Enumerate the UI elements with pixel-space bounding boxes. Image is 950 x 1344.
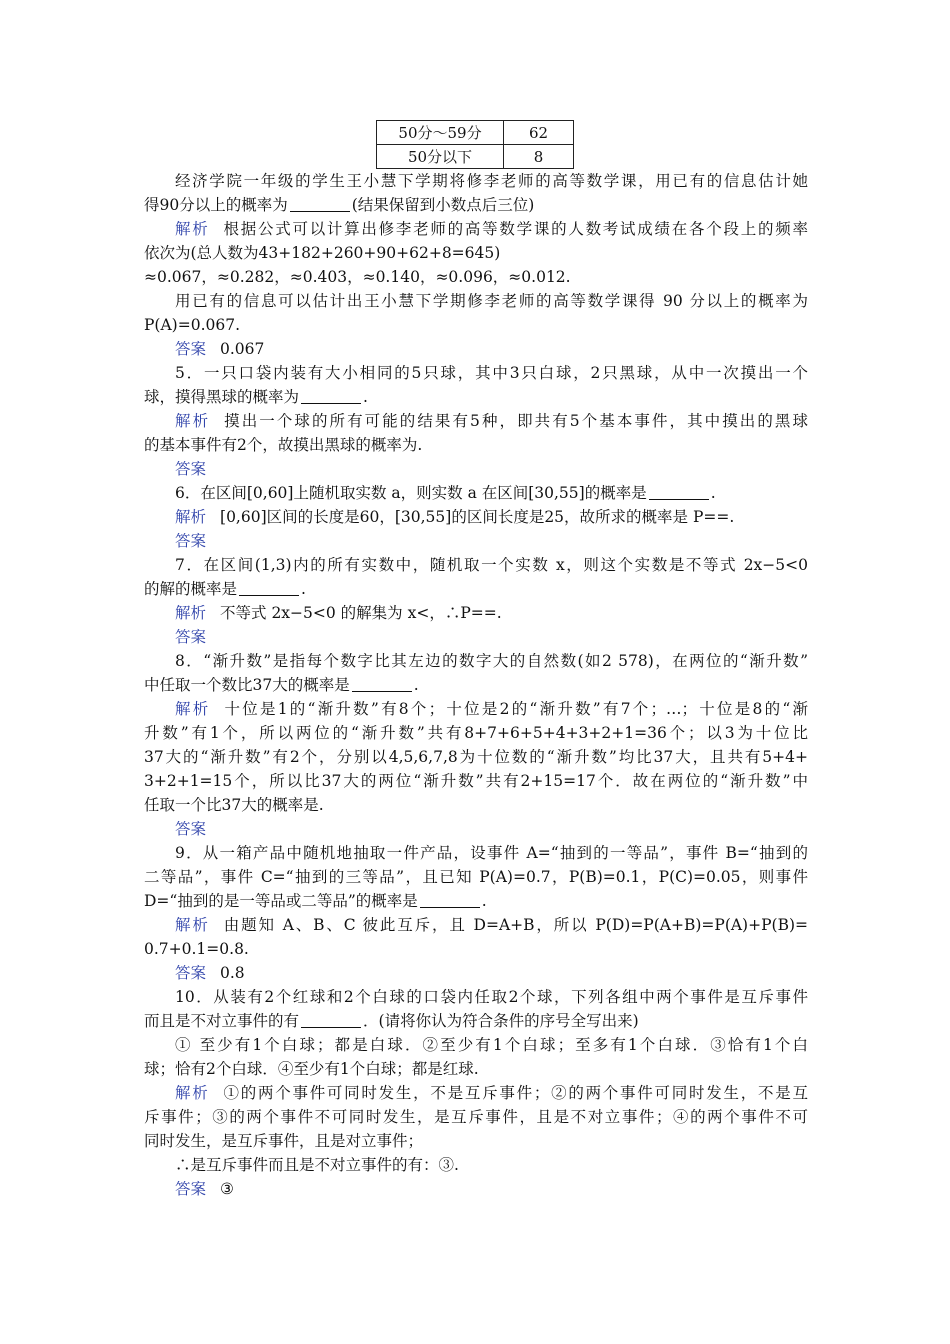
question-text-part: 中任取一个数比37大的概率是 xyxy=(144,676,350,694)
question-text-part: (结果保留到小数点后三位) xyxy=(351,196,535,214)
answer-line xyxy=(144,817,808,841)
table-cell-range: 50分以下 xyxy=(377,145,504,169)
question-text xyxy=(144,481,808,505)
question-text: 二等品”，事件 C=“抽到的三等品”，且已知 P(A)=0.7，P(B)=0.1，P(C)=0.05，则事件 xyxy=(144,868,808,886)
answer-line xyxy=(144,457,808,481)
question-text: 7．在区间(1,3)内的所有实数中，随机取一个实数 x，则这个实数是不等式 2x−5<0 xyxy=(175,556,808,574)
answer-blank xyxy=(290,196,350,212)
solution-text: P(A)=0.067. xyxy=(144,316,241,334)
solution-text: 37大的“渐升数”有2个，分别以4,5,6,7,8为十位数的“渐升数”均比37大，且共有5+4+ xyxy=(144,748,808,766)
score-table xyxy=(376,120,574,169)
solution-label: 解析 xyxy=(175,220,210,238)
answer-line xyxy=(144,1177,808,1201)
answer-label: 答案 xyxy=(175,964,207,982)
question-text-part: . xyxy=(481,892,487,910)
question-6 xyxy=(144,481,808,553)
solution-text: 升数”有1个，所以两位的“渐升数”共有8+7+6+5+4+3+2+1=36个；以3为十位比 xyxy=(144,724,808,742)
question-text: 5．一只口袋内装有大小相同的5只球，其中3只白球，2只黑球，从中一次摸出一个 xyxy=(175,364,808,382)
table-row xyxy=(377,145,574,169)
solution-text: 同时发生，是互斥事件，且是对立事件； xyxy=(144,1132,424,1150)
question-text-part: 而且是不对立事件的有 xyxy=(144,1012,300,1030)
table-row xyxy=(377,121,574,145)
solution-text xyxy=(144,217,808,241)
question-9 xyxy=(144,841,808,985)
solution-label: 解析 xyxy=(175,412,211,430)
solution-text: 任取一个比37大的概率是. xyxy=(144,796,324,814)
answer-value: ③ xyxy=(220,1180,234,1198)
solution-text: 斥事件；③的两个事件不可同时发生，是互斥事件，且是不对立事件；④的两个事件不可 xyxy=(144,1108,808,1126)
solution-text-part: 十位是1的“渐升数”有8个；十位是2的“渐升数”有7个；…；十位是8的“渐 xyxy=(224,700,808,718)
solution-label: 解析 xyxy=(175,508,207,526)
question-text xyxy=(144,1009,808,1033)
answer-line xyxy=(144,961,808,985)
table-cell-count: 8 xyxy=(504,145,574,169)
question-text-part: . xyxy=(363,388,368,406)
solution-text: ≈0.067，≈0.282，≈0.403，≈0.140，≈0.096，≈0.012. xyxy=(144,268,571,286)
solution-text-part: [0,60]区间的长度是60，[30,55]的区间长度是25，故所求的概率是 P==. xyxy=(220,508,735,526)
option-text: 球；恰有2个白球．④至少有1个白球；都是红球. xyxy=(144,1060,479,1078)
question-text: 8．“渐升数”是指每个数字比其左边的数字大的自然数(如2 578)，在两位的“渐升数” xyxy=(175,652,808,670)
solution-label: 解析 xyxy=(175,700,211,718)
document-page xyxy=(144,120,808,1201)
solution-text: 0.7+0.1=0.8. xyxy=(144,940,249,958)
solution-label: 解析 xyxy=(175,916,210,934)
question-text-part: . xyxy=(301,580,306,598)
question-text xyxy=(144,193,808,217)
solution-label: 解析 xyxy=(175,604,207,622)
question-text-part: 球，摸得黑球的概率为 xyxy=(144,388,300,406)
answer-label: 答案 xyxy=(175,628,207,646)
answer-line xyxy=(144,529,808,553)
question-7 xyxy=(144,553,808,649)
question-text: 经济学院一年级的学生王小慧下学期将修李老师的高等数学课，用已有的信息估计她 xyxy=(175,172,808,190)
solution-text xyxy=(144,505,808,529)
question-text-part: ．(请将你认为符合条件的序号全写出来) xyxy=(363,1012,639,1030)
question-text xyxy=(144,889,808,913)
answer-blank xyxy=(420,892,480,908)
option-text: ① 至少有1个白球；都是白球．②至少有1个白球；至多有1个白球．③恰有1个白 xyxy=(175,1036,808,1054)
question-text-part: 6．在区间[0,60]上随机取实数 a，则实数 a 在区间[30,55]的概率是 xyxy=(175,484,647,502)
answer-label: 答案 xyxy=(175,1180,207,1198)
question-text xyxy=(144,673,808,697)
solution-text: 用已有的信息可以估计出王小慧下学期修李老师的高等数学课得 90 分以上的概率为 xyxy=(175,292,808,310)
answer-line xyxy=(144,625,808,649)
answer-value: 0.8 xyxy=(220,964,245,982)
answer-blank xyxy=(301,388,361,404)
solution-text-part: 根据公式可以计算出修李老师的高等数学课的人数考试成绩在各个段上的频率 xyxy=(223,220,808,238)
solution-text xyxy=(144,913,808,937)
question-text-part: 的解的概率是 xyxy=(144,580,238,598)
solution-text-part: ①的两个事件可同时发生，不是互斥事件；②的两个事件可同时发生，不是互 xyxy=(223,1084,808,1102)
table-cell-range: 50分～59分 xyxy=(377,121,504,145)
question-text xyxy=(144,577,808,601)
answer-blank xyxy=(649,484,709,500)
question-8 xyxy=(144,649,808,841)
solution-text-part: 不等式 2x−5<0 的解集为 x<，∴P==. xyxy=(220,604,502,622)
question-text: 9．从一箱产品中随机地抽取一件产品，设事件 A=“抽到的一等品”，事件 B=“抽到的 xyxy=(175,844,808,862)
answer-blank xyxy=(352,676,412,692)
answer-label: 答案 xyxy=(175,820,207,838)
question-text-part: D=“抽到的是一等品或二等品”的概率是 xyxy=(144,892,418,910)
answer-label: 答案 xyxy=(175,532,207,550)
solution-text: 的基本事件有2个，故摸出黑球的概率为. xyxy=(144,436,423,454)
answer-line xyxy=(144,337,808,361)
solution-text-part: 由题知 A、B、C 彼此互斥，且 D=A+B，所以 P(D)=P(A+B)=P(A)+P(B)= xyxy=(223,916,808,934)
table-cell-count: 62 xyxy=(504,121,574,145)
solution-text: 3+2+1=15个，所以比37大的两位“渐升数”共有2+15=17个．故在两位的“渐升数”中 xyxy=(144,772,808,790)
question-4 xyxy=(144,169,808,361)
question-10 xyxy=(144,985,808,1201)
solution-text-part: 摸出一个球的所有可能的结果有5种，即共有5个基本事件，其中摸出的黑球 xyxy=(224,412,808,430)
question-text-part: . xyxy=(710,484,716,502)
answer-label: 答案 xyxy=(175,340,207,358)
answer-label: 答案 xyxy=(175,460,207,478)
question-text-part: 得90分以上的概率为 xyxy=(144,196,288,214)
question-text: 10．从装有2个红球和2个白球的口袋内任取2个球，下列各组中两个事件是互斥事件 xyxy=(175,988,808,1006)
solution-label: 解析 xyxy=(175,1084,210,1102)
solution-text: ∴是互斥事件而且是不对立事件的有：③. xyxy=(175,1156,459,1174)
solution-text xyxy=(144,409,808,433)
solution-text xyxy=(144,1081,808,1105)
answer-blank xyxy=(239,580,299,596)
answer-value: 0.067 xyxy=(220,340,265,358)
question-5 xyxy=(144,361,808,481)
solution-text xyxy=(144,601,808,625)
solution-text: 依次为(总人数为43+182+260+90+62+8=645) xyxy=(144,244,501,262)
question-text xyxy=(144,385,808,409)
solution-text xyxy=(144,697,808,721)
question-text-part: . xyxy=(413,676,419,694)
answer-blank xyxy=(301,1012,361,1028)
